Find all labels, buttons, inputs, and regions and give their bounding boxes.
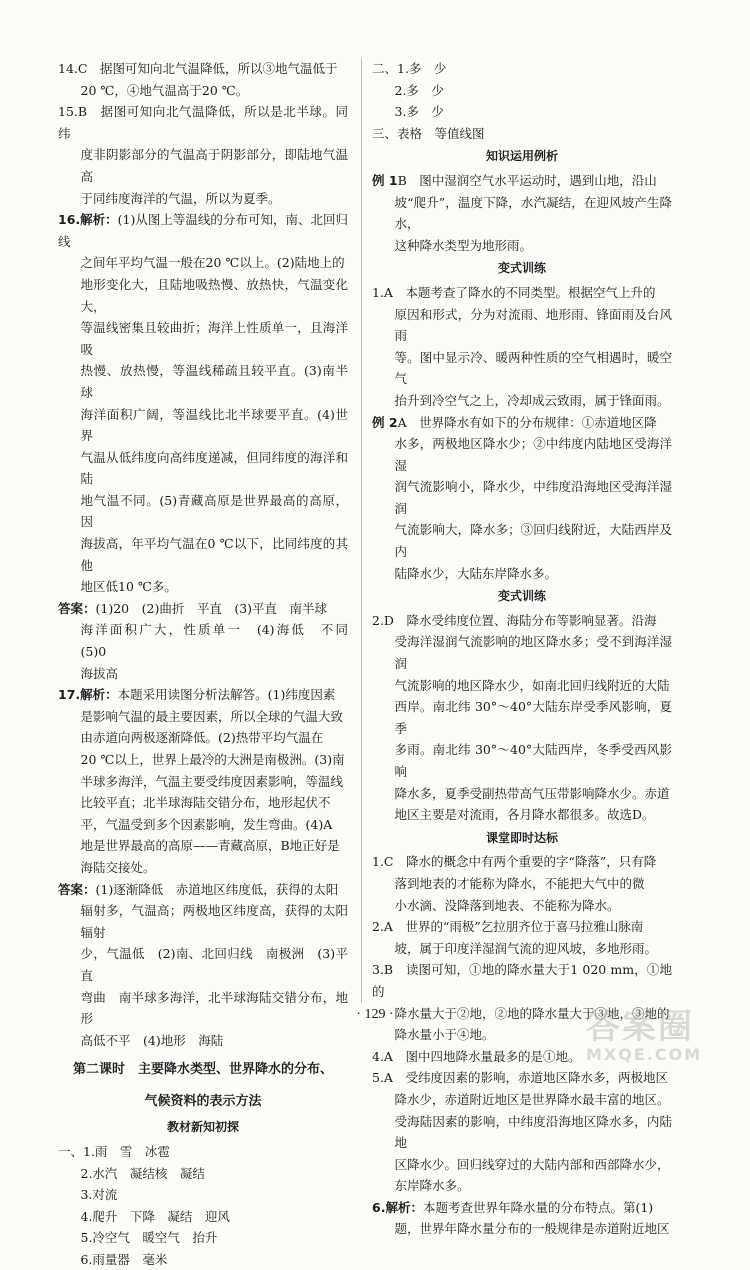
text-line: 气流影响的地区降水少，如南北回归线附近的大陆: [394, 677, 670, 693]
answer-label: 例 2: [372, 414, 398, 430]
answer-17: [58, 684, 348, 1051]
text-line: 20 ℃以上，世界上最冷的大洲是南极洲。(3)南: [80, 752, 345, 767]
text-line: 地区主要是对流雨，各月降水都很多。故选D。: [394, 807, 655, 823]
text-line: 题，世界年降水量分布的一般规律是赤道附近地区: [394, 1221, 670, 1237]
text-line: 20 ℃，④地气温高于20 ℃。: [80, 82, 249, 98]
text-line: [58, 209, 348, 252]
text-run: B 图中湿润空气水平运动时，遇到山地，沿山: [397, 172, 657, 188]
section-three: 三、表格 等值线图: [372, 125, 485, 141]
text-line: 于同纬度海洋的气温，所以为夏季。: [80, 190, 281, 206]
text-line: 坡“爬升”，温度下降，水汽凝结，在迎风坡产生降水，: [394, 194, 672, 232]
answer-16: [58, 209, 361, 684]
text-line: [58, 684, 348, 706]
text-line: [58, 879, 348, 901]
text-line: 受海陆因素的影响，中纬度沿海地区降水多，内陆地: [394, 1113, 672, 1151]
text-line: 是影响气温的最主要因素，所以全球的气温大致: [80, 708, 344, 724]
variant-title-1: 变式训练: [497, 261, 546, 276]
answer-label: 答案：: [58, 881, 96, 897]
text-line: 2.D 降水受纬度位置、海陆分布等影响显著。沿海: [372, 612, 657, 628]
text-line: 多雨。南北纬 30°～40°大陆西岸，冬季受西风影响: [394, 742, 672, 779]
text-line: 气温从低纬度向高纬度递减，但同纬度的海洋和陆: [80, 449, 348, 487]
new-knowledge-items: [58, 1141, 348, 1270]
answer-label: 例 1: [372, 172, 398, 188]
text-run: (1)从图上等温线的分布可知，南、北回归线: [58, 212, 348, 249]
text-line: 这种降水类型为地形雨。: [394, 237, 533, 253]
text-line: 降水量大于②地，②地的降水量大于③地，③地的: [394, 1005, 670, 1021]
text-line: 比较平直；北半球海陆交错分布，地形起伏不: [80, 795, 331, 811]
page-number: · 129 ·: [356, 1007, 394, 1022]
text-run: (1)20 (2)曲折 平直 (3)平直 南半球: [95, 600, 328, 616]
example-2: [372, 412, 672, 585]
text-line: 3.B 读图可知，①地的降水量大于1 020 mm，①地的: [372, 962, 672, 999]
text-run: 本题考查世界年降水量的分布特点。第(1): [422, 1199, 654, 1215]
list-item: 6.雨量器 毫米: [80, 1251, 168, 1267]
answer-label: 17.解析：: [58, 687, 118, 703]
text-line: 水多，两极地区降水少；②中纬度内陆地区受海洋湿: [394, 436, 672, 473]
text-line: 海拔高: [80, 665, 119, 681]
list-item: 5.冷空气 暖空气 抬升: [80, 1230, 218, 1246]
text-line: 落到地表的才能称为降水，不能把大气中的微: [394, 875, 645, 891]
class-answer-1: [372, 851, 672, 916]
watermark-top: 答案圈: [586, 1007, 694, 1047]
example-1: [372, 170, 672, 256]
list-item: 一、1.雨 雪 冰雹: [58, 1143, 170, 1159]
text-line: 地是世界最高的高原——青藏高原，B地正好是: [80, 838, 340, 854]
list-item: 3.多 少: [394, 104, 444, 120]
text-line: 地气温不同。(5)青藏高原是世界最高的高原，因: [80, 492, 348, 530]
text-line: 半球多海洋，气温主要受纬度因素影响，等温线: [80, 773, 344, 789]
text-line: 1.A 本题考查了降水的不同类型。根据空气上升的: [372, 284, 656, 300]
text-line: 热慢、放热慢，等温线稀疏且较平直。(3)南半球: [80, 363, 348, 400]
left-column: [58, 58, 361, 1270]
watermark-logo: [586, 1008, 736, 1070]
answer-label: 答案：: [58, 600, 96, 616]
text-line: [372, 412, 672, 434]
class-title: 课堂即时达标: [485, 830, 558, 845]
text-line: 1.C 降水的概念中有两个重要的字“降落”，只有降: [372, 854, 657, 870]
text-run: A 世界降水有如下的分布规律：①赤道地区降: [397, 414, 657, 430]
text-line: 5.A 受纬度因素的影响，赤道地区降水多，两极地区: [372, 1070, 668, 1086]
text-line: 坡，属于印度洋湿润气流的迎风坡，多地形雨。: [394, 940, 658, 956]
text-line: 陆降水少，大陆东岸降水多。: [394, 565, 558, 581]
section-two: [372, 58, 672, 123]
text-line: 气流影响大，降水多；③回归线附近，大陆西岸及内: [394, 522, 672, 560]
text-line: 辐射多，气温高；两极地区纬度高，获得的太阳辐射: [80, 903, 348, 940]
text-line: [58, 598, 348, 620]
text-line: 抬升到冷空气之上，冷却成云致雨，属于锋面雨。: [394, 392, 670, 408]
variant-2: [372, 610, 672, 826]
text-line: 之间年平均气温一般在20 ℃以上。(2)陆地上的: [80, 255, 345, 271]
text-line: [372, 1197, 672, 1219]
variant-1: [372, 282, 672, 412]
text-line: 高低不平 (4)地形 海陆: [80, 1032, 224, 1048]
watermark-bottom: MXQE.COM: [586, 1045, 703, 1064]
answer-label: 6.解析：: [372, 1199, 423, 1215]
text-line: 西岸。南北纬 30°～40°大陆东岸受季风影响，夏季: [394, 699, 672, 736]
answer-14: [58, 58, 348, 101]
text-line: 14.C 据图可知向北气温降低，所以③地气温低于: [58, 61, 338, 76]
list-item: 2.水汽 凝结核 凝结: [80, 1165, 205, 1181]
text-line: 地形变化大，且陆地吸热慢、放热快，气温变化大，: [80, 276, 348, 314]
class-answer-6: [372, 1197, 672, 1240]
list-item: 3.对流: [80, 1187, 118, 1203]
lesson-title: [58, 1057, 348, 1115]
class-answer-5: [372, 1067, 672, 1197]
text-line: 海陆交接处。: [80, 859, 156, 875]
text-line: 原因和形式，分为对流雨、地形雨、锋面雨及台风雨: [394, 306, 672, 344]
text-line: 东岸降水多。: [394, 1178, 470, 1194]
variant-title-2: 变式训练: [497, 589, 546, 604]
text-line: 15.B 据图可知向北气温降低，所以是北半球。同纬: [58, 104, 348, 141]
answer-label: 16.解析：: [58, 212, 118, 228]
text-line: 4.A 图中四地降水量最多的是①地。: [372, 1048, 581, 1064]
lesson-title-line: 第二课时 主要降水类型、世界降水的分布、: [72, 1062, 333, 1078]
text-line: 度非阴影部分的气温高于阴影部分，即陆地气温高: [80, 147, 348, 184]
list-item: 4.爬升 下降 凝结 迎风: [80, 1208, 230, 1224]
column-divider: [361, 58, 362, 1003]
apply-title: 知识运用例析: [485, 149, 558, 164]
list-item: 二、1.多 少: [372, 61, 447, 76]
text-line: 弯曲 南半球多海洋，北半球海陆交错分布，地形: [80, 989, 348, 1027]
text-line: 海洋面积广大，性质单一 (4)海低 不同 (5)0: [80, 622, 361, 660]
lesson-title-line: 气候资料的表示方法: [144, 1094, 262, 1110]
text-line: 平，气温受到多个因素影响，发生弯曲。(4)A: [80, 816, 333, 832]
text-line: 由赤道向两极逐渐降低。(2)热带平均气温在: [80, 730, 324, 746]
text-line: 降水多，夏季受副热带高气压带影响降水少。赤道: [394, 785, 670, 801]
text-line: 区降水少。回归线穿过的大陆内部和西部降水少，: [394, 1156, 670, 1172]
class-answer-2: [372, 916, 672, 959]
text-line: 少，气温低 (2)南、北回归线 南极洲 (3)平直: [80, 946, 348, 983]
text-line: 受海洋湿润气流影响的地区降水多；受不到海洋湿润: [394, 634, 672, 672]
text-line: [372, 170, 672, 192]
text-line: 润气流影响小，降水少，中纬度沿海地区受海洋湿润: [394, 479, 672, 516]
text-line: 2.A 世界的“雨极”乞拉朋齐位于喜马拉雅山脉南: [372, 919, 644, 935]
text-line: 等温线密集且较曲折；海洋上性质单一，且海洋吸: [80, 320, 348, 357]
text-line: 降水量小于④地。: [394, 1027, 495, 1043]
text-line: 等。图中显示冷、暖两种性质的空气相遇时，暖空气: [394, 349, 672, 387]
text-line: 海拔高，年平均气温在0 ℃以下，比同纬度的其他: [80, 536, 348, 573]
new-knowledge-title: 教材新知初探: [166, 1120, 239, 1135]
list-item: 2.多 少: [394, 82, 444, 98]
text-line: 海洋面积广阔，等温线比北半球要平直。(4)世界: [80, 406, 348, 444]
answer-15: [58, 101, 348, 209]
text-line: 小水滴、没降落到地表、不能称为降水。: [394, 897, 620, 913]
text-run: 本题采用读图分析法解答。(1)纬度因素: [117, 687, 336, 703]
text-line: 降水少，赤道附近地区是世界降水最丰富的地区。: [394, 1091, 670, 1107]
text-run: (1)逐渐降低 赤道地区纬度低，获得的太阳: [95, 881, 339, 897]
text-line: 地区低10 ℃多。: [80, 579, 177, 595]
